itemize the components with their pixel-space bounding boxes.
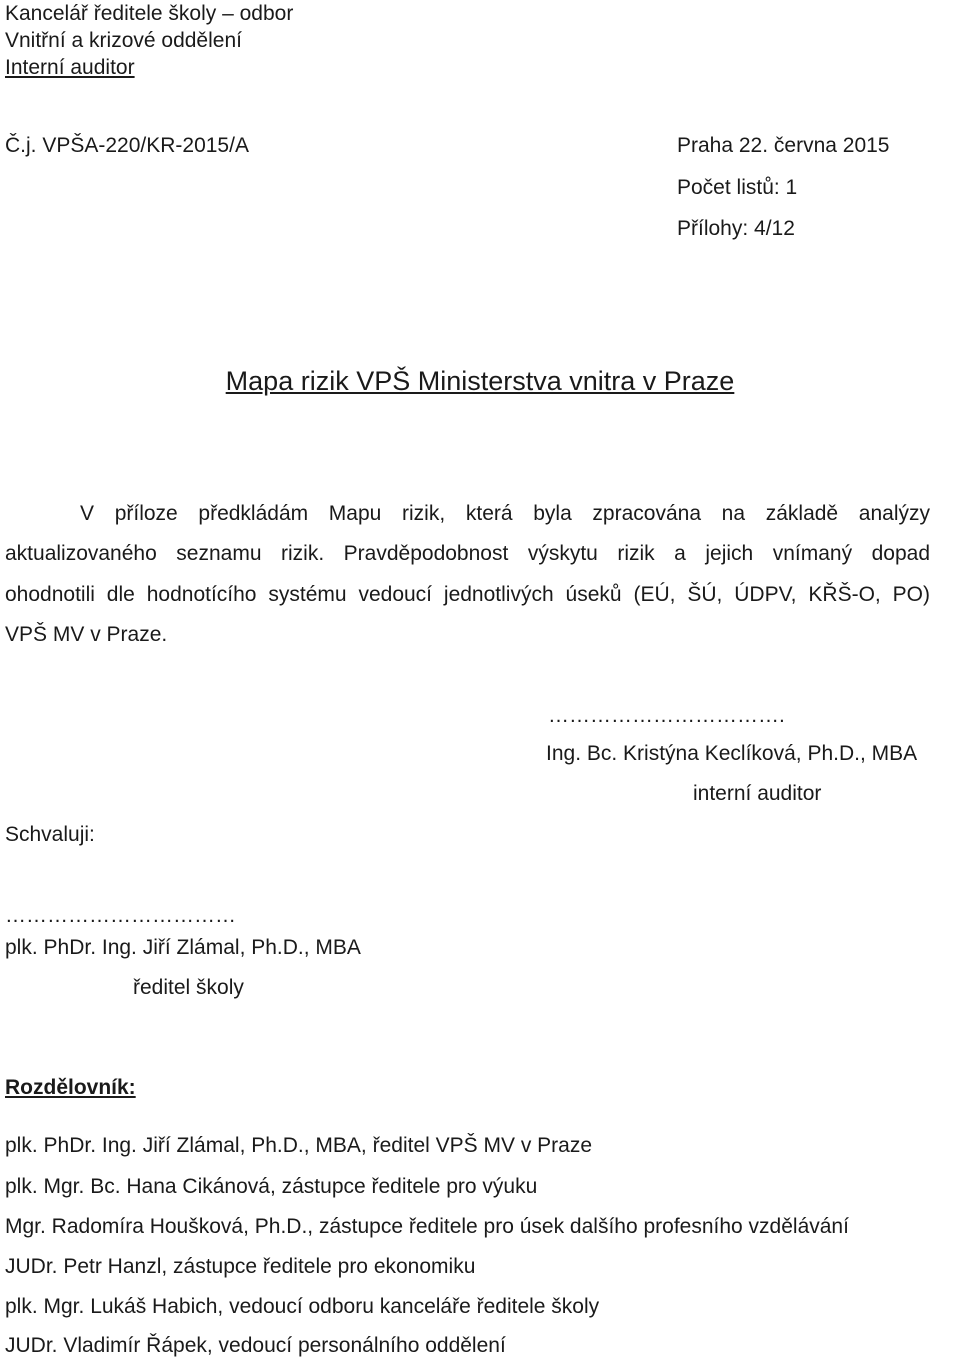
auditor-signature-line: …………………………….: [548, 704, 785, 727]
body-line-2: aktualizovaného seznamu rizik. Pravděpodobnost výskytu rizik a jejich vnímaný dopad: [5, 542, 930, 565]
list-item: plk. Mgr. Bc. Hana Cikánová, zástupce ředitele pro výuku: [5, 1175, 538, 1198]
reference-number: Č.j. VPŠA-220/KR-2015/A: [5, 134, 249, 157]
auditor-name: Ing. Bc. Kristýna Keclíková, Ph.D., MBA: [546, 742, 918, 765]
director-name: plk. PhDr. Ing. Jiří Zlámal, Ph.D., MBA: [5, 936, 361, 959]
auditor-role: interní auditor: [693, 782, 822, 805]
list-item: plk. PhDr. Ing. Jiří Zlámal, Ph.D., MBA, ředitel VPŠ MV v Praze: [5, 1134, 593, 1157]
department-line-1: Kancelář ředitele školy – odbor: [5, 2, 294, 25]
director-signature-line: ……………………………: [5, 904, 236, 927]
approval-label: Schvaluji:: [5, 823, 95, 846]
department-line-2: Vnitřní a krizové oddělení: [5, 29, 242, 52]
list-item: Mgr. Radomíra Houšková, Ph.D., zástupce ředitele pro úsek dalšího profesního vzdělávání: [5, 1215, 849, 1238]
document-title: Mapa rizik VPŠ Ministerstva vnitra v Praze: [225, 366, 735, 396]
list-item: JUDr. Vladimír Řápek, vedoucí personálního oddělení: [5, 1334, 506, 1357]
body-line-1: V příloze předkládám Mapu rizik, která byla zpracována na základě analýzy: [80, 502, 930, 525]
director-role: ředitel školy: [133, 976, 244, 999]
page-count: Počet listů: 1: [677, 176, 798, 199]
attachments-count: Přílohy: 4/12: [677, 217, 795, 240]
department-line-3: Interní auditor: [5, 56, 135, 79]
document-date: Praha 22. června 2015: [677, 134, 890, 157]
distribution-heading: Rozdělovník:: [5, 1076, 136, 1099]
list-item: JUDr. Petr Hanzl, zástupce ředitele pro ekonomiku: [5, 1255, 476, 1278]
list-item: plk. Mgr. Lukáš Habich, vedoucí odboru kanceláře ředitele školy: [5, 1295, 600, 1318]
body-line-4: VPŠ MV v Praze.: [5, 623, 168, 646]
body-line-3: ohodnotili dle hodnotícího systému vedoucí jednotlivých úseků (EÚ, ŠÚ, ÚDPV, KŘŠ-O, PO): [5, 583, 930, 606]
